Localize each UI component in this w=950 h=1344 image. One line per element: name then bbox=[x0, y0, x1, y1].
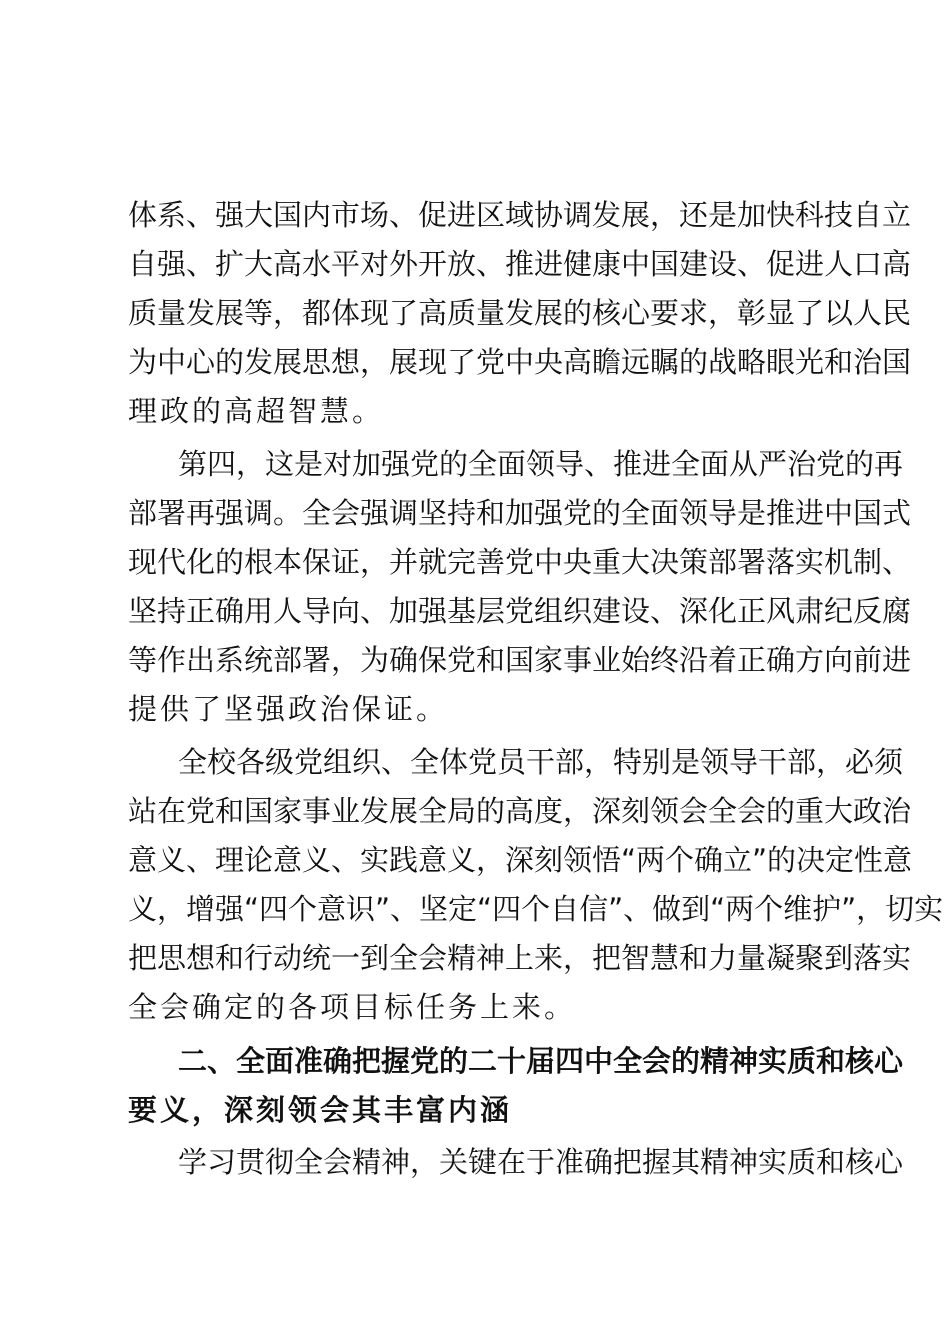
text-line: 意义、理论意义、实践意义，深刻领悟“两个确立”的决定性意 bbox=[128, 843, 913, 877]
text-line: 质量发展等，都体现了高质量发展的核心要求，彰显了以人民 bbox=[128, 296, 912, 330]
text-line: 为中心的发展思想，展现了党中央高瞻远瞩的战略眼光和治国 bbox=[128, 345, 912, 379]
text-line: 体系、强大国内市场、促进区域协调发展，还是加快科技自立 bbox=[128, 198, 912, 232]
text-line: 学习贯彻全会精神，关键在于准确把握其精神实质和核心 bbox=[178, 1145, 904, 1179]
text-line: 第四，这是对加强党的全面领导、推进全面从严治党的再 bbox=[178, 447, 904, 481]
text-line: 自强、扩大高水平对外开放、推进健康中国建设、促进人口高 bbox=[128, 247, 912, 281]
text-line: 现代化的根本保证，并就完善党中央重大决策部署落实机制、 bbox=[128, 545, 912, 579]
text-line: 站在党和国家事业发展全局的高度，深刻领会全会的重大政治 bbox=[128, 794, 912, 828]
text-line: 部署再强调。全会强调坚持和加强党的全面领导是推进中国式 bbox=[128, 496, 912, 530]
text-line: 全会确定的各项目标任务上来。 bbox=[128, 990, 577, 1024]
heading-line: 二、全面准确把握党的二十届四中全会的精神实质和核心 bbox=[178, 1044, 904, 1078]
text-line: 全校各级党组织、全体党员干部，特别是领导干部，必须 bbox=[178, 745, 904, 779]
heading-line: 要义，深刻领会其丰富内涵 bbox=[128, 1093, 513, 1127]
text-line: 理政的高超智慧。 bbox=[128, 394, 385, 428]
text-line: 提供了坚强政治保证。 bbox=[128, 692, 449, 726]
text-line: 坚持正确用人导向、加强基层党组织建设、深化正风肃纪反腐 bbox=[128, 594, 912, 628]
text-line: 等作出系统部署，为确保党和国家事业始终沿着正确方向前进 bbox=[128, 643, 912, 677]
text-line: 义，增强“四个意识”、坚定“四个自信”、做到“两个维护”，切实 bbox=[128, 892, 944, 926]
text-line: 把思想和行动统一到全会精神上来，把智慧和力量凝聚到落实 bbox=[128, 941, 912, 975]
